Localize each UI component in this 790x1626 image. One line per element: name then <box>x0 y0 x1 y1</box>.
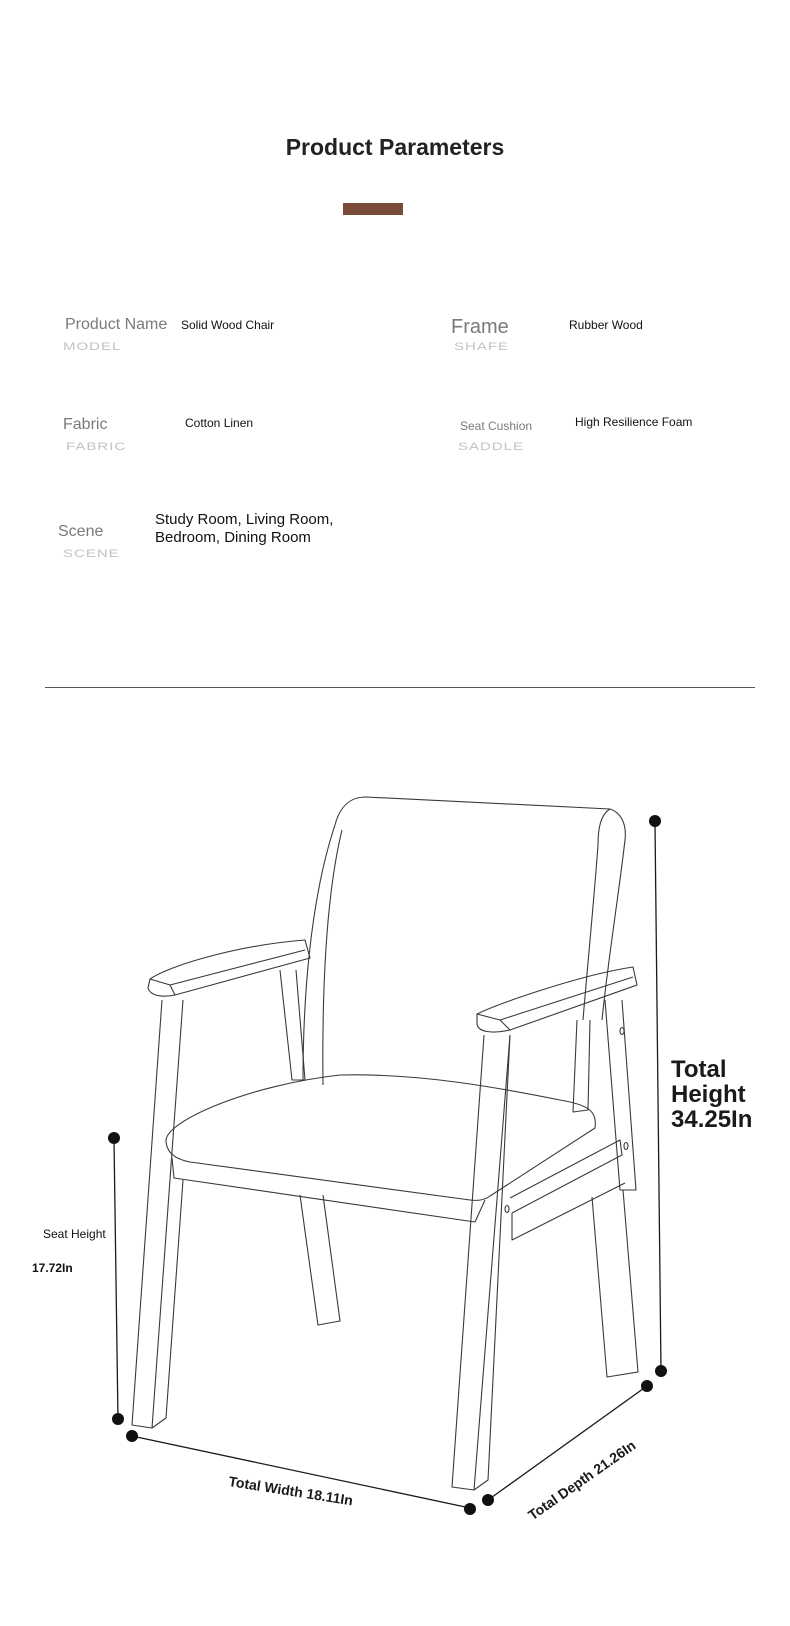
seat-height-label: Seat Height <box>43 1227 106 1241</box>
total-width-label: Total Width 18.11In <box>227 1473 355 1509</box>
param-product-name-value: Solid Wood Chair <box>181 318 275 332</box>
param-frame-value: Rubber Wood <box>569 318 643 332</box>
param-seat-cushion-sub: SADDLE <box>458 440 525 453</box>
param-product-name-label: Product Name <box>65 316 168 333</box>
param-scene-value-line1: Study Room, Living Room, <box>155 511 334 528</box>
seat-height-value: 17.72In <box>32 1261 73 1275</box>
param-scene-label: Scene <box>58 523 104 540</box>
total-height-label <box>671 1057 771 1132</box>
total-depth-label: Total Depth 21.26In <box>525 1436 639 1524</box>
param-seat-cushion-value: High Resilience Foam <box>575 415 693 429</box>
total-height-value: 34.25In <box>671 1106 753 1133</box>
param-frame-label: Frame <box>451 316 509 338</box>
page-title: Product Parameters <box>285 134 505 160</box>
param-product-name-sub: MODEL <box>63 340 122 353</box>
param-fabric-value: Cotton Linen <box>185 416 254 430</box>
param-scene-value-line2: Bedroom, Dining Room <box>155 529 311 546</box>
param-frame-sub: SHAFE <box>454 340 510 353</box>
param-fabric-label: Fabric <box>63 416 108 433</box>
param-seat-cushion-label: Seat Cushion <box>460 419 533 433</box>
param-fabric-sub: FABRIC <box>66 440 127 453</box>
total-height-line2: Height <box>671 1081 746 1108</box>
total-height-line1: Total <box>671 1056 727 1083</box>
param-scene-sub: SCENE <box>63 547 120 560</box>
